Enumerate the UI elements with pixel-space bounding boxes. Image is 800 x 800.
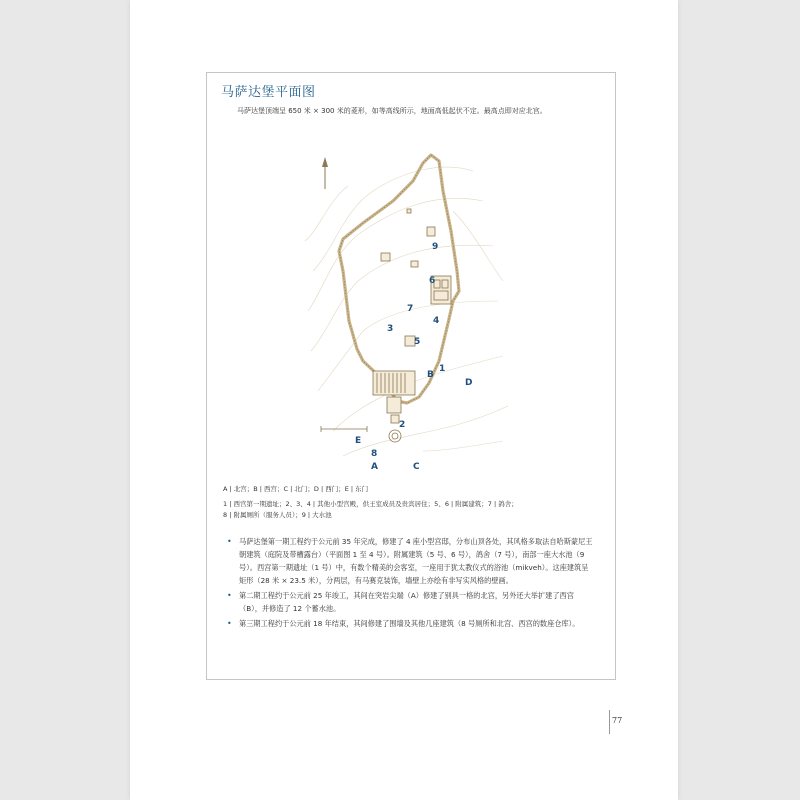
map-label-B: B — [427, 370, 434, 380]
list-item — [225, 617, 595, 630]
map-label-E: E — [355, 436, 362, 446]
map-label-3: 3 — [387, 324, 394, 334]
map-label-5: 5 — [414, 337, 421, 347]
bullet-text: 第三期工程约于公元前 18 年结束，其间修建了围墙及其他几座建筑（8 号厕所和北宫、西宫的数座仓库）。 — [239, 619, 580, 628]
map-label-7: 7 — [407, 304, 414, 314]
legend-buildings: 1 | 西宫第一期遗址；2、3、4 | 其他小型宫殿，供王室成员及贵宾居住；5、6 | 附属建筑；7 | 鸽舍； — [223, 500, 518, 508]
map-label-2: 2 — [399, 420, 406, 430]
site-plan-map — [303, 151, 513, 471]
map-label-C: C — [413, 462, 420, 471]
site-plan-svg — [303, 151, 513, 471]
map-label-6: 6 — [429, 276, 436, 286]
bullet-icon: • — [227, 591, 232, 600]
list-item — [225, 589, 595, 615]
legend-buildings-cont: 8 | 附属厕所（服务人员）；9 | 大水池 — [223, 511, 332, 519]
content-frame — [206, 72, 616, 680]
map-legend — [223, 484, 603, 521]
page-number-divider — [609, 710, 610, 734]
map-caption: 马萨达堡顶端呈 650 米 × 300 米的菱形，如等高线所示，地面高低起伏不定。最高点即对应北宫。 — [237, 107, 547, 115]
bullet-text: 第二期工程约于公元前 25 年竣工，其间在突岩尖端（A）修建了别具一格的北宫，另外还大举扩建了西宫（B），并修造了 12 个蓄水池。 — [239, 591, 574, 613]
bullet-icon: • — [227, 537, 232, 546]
map-label-D: D — [465, 378, 473, 388]
history-bullets — [225, 535, 595, 632]
page-title: 马萨达堡平面图 — [221, 85, 316, 100]
map-label-4: 4 — [433, 316, 440, 326]
map-label-8: 8 — [371, 449, 378, 459]
legend-gates: A | 北宫；B | 西宫；C | 北门；D | 西门；E | 东门 — [223, 485, 369, 493]
page-number: 77 — [612, 716, 623, 725]
northern-palace — [373, 371, 415, 442]
map-label-A: A — [371, 462, 378, 471]
map-label-9: 9 — [432, 242, 439, 252]
north-arrow-icon — [322, 157, 328, 189]
list-item — [225, 535, 595, 587]
bullet-icon: • — [227, 619, 232, 628]
map-label-1: 1 — [439, 364, 446, 374]
scale-bar — [321, 426, 367, 432]
bullet-text: 马萨达堡第一期工程约于公元前 35 年完成，修建了 4 座小型宫邸，分布山顶各处，其风格多取法自哈斯蒙尼王朝建筑（庭院及带槽露台）（平面图 1 至 4 号）。附属建筑（5 号、6 号），鸽舍（7 号），南部一座大水池（9 号）。西宫第一期遗址（1 号）中，有数个精美的会客室，一座用于犹太教仪式的浴池（mikveh）。这座建筑呈矩形（28 米 × 23.5 米），分两层，有马赛克装饰，墙壁上亦绘有非写实风格的壁画。 — [239, 537, 593, 585]
